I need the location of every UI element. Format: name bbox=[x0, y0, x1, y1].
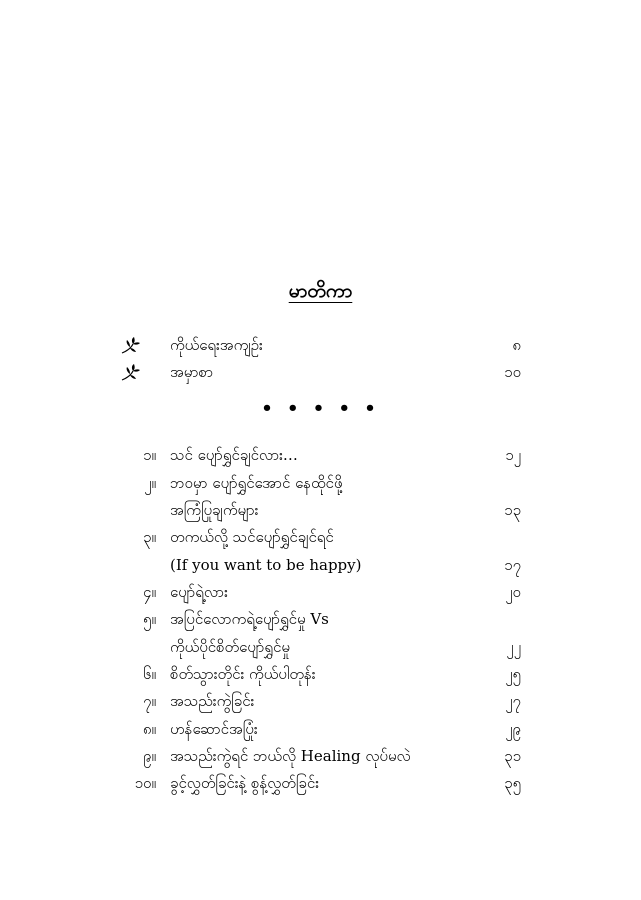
toc-row bbox=[0, 552, 641, 578]
entry-number: ၅။ bbox=[143, 610, 156, 628]
entry-label: (If you want to be happy) bbox=[170, 556, 362, 574]
preface-row bbox=[0, 332, 641, 358]
toc-row bbox=[0, 497, 641, 523]
page-number: ၁၇ bbox=[504, 556, 521, 574]
toc-row bbox=[0, 470, 641, 496]
entry-label: အကြံပြုချက်များ bbox=[170, 501, 259, 519]
entry-label: တကယ်လို့ သင်ပျော်ရွှင်ချင်ရင် bbox=[170, 528, 334, 546]
separator-dots: • • • • • bbox=[261, 398, 380, 419]
page-number: ၁၂ bbox=[505, 446, 521, 464]
page-number: ၂၂ bbox=[506, 638, 521, 656]
entry-label: အသည်းကွဲခြင်း bbox=[170, 692, 255, 710]
entry-label: ကိုယ်ပိုင်စိတ်ပျော်ရွှင်မှု bbox=[170, 638, 290, 656]
toc-row bbox=[0, 634, 641, 660]
preface-label: ကိုယ်ရေးအကျဉ်း bbox=[170, 336, 263, 354]
entry-number: ၆။ bbox=[143, 665, 156, 683]
preface-row bbox=[0, 359, 641, 385]
page-title: မာတိကာ bbox=[288, 280, 353, 302]
entry-label: ဟန်ဆောင်အပြုံး bbox=[170, 720, 258, 738]
toc-row bbox=[0, 661, 641, 687]
page-number: ၁၀ bbox=[504, 363, 521, 381]
entry-label: ပျော်ရဲ့လား bbox=[170, 583, 228, 601]
page-number: ၁၃ bbox=[504, 501, 521, 519]
page-number: ၃၅ bbox=[504, 774, 521, 792]
page-number: ၂၀ bbox=[505, 583, 521, 601]
entry-number: ၉။ bbox=[143, 747, 156, 765]
preface-label: အမှာစာ bbox=[170, 363, 214, 381]
entry-label: ခွင့်လွှတ်ခြင်းနဲ့ စွန့်လွှတ်ခြင်း bbox=[170, 774, 319, 792]
entry-label: ဘဝမှာ ပျော်ရွှင်အောင် နေထိုင်ဖို့ bbox=[170, 474, 343, 492]
entry-number: ၁၀။ bbox=[134, 774, 156, 792]
flower-icon bbox=[120, 364, 142, 382]
entry-label: သင် ပျော်ရွှင်ချင်လား… bbox=[170, 446, 298, 464]
flower-icon bbox=[120, 337, 142, 355]
toc-row bbox=[0, 743, 641, 769]
entry-number: ၈။ bbox=[142, 720, 156, 738]
entry-label: စိတ်သွားတိုင်း ကိုယ်ပါတုန်း bbox=[170, 665, 316, 683]
toc-row bbox=[0, 579, 641, 605]
toc-row bbox=[0, 716, 641, 742]
toc-row bbox=[0, 688, 641, 714]
toc-row bbox=[0, 606, 641, 632]
toc-row bbox=[0, 524, 641, 550]
page-number: ၂၇ bbox=[505, 692, 521, 710]
toc-row bbox=[0, 770, 641, 796]
entry-number: ၃။ bbox=[143, 528, 156, 546]
toc-row bbox=[0, 442, 641, 468]
page-number: ၃၁ bbox=[504, 747, 521, 765]
entry-number: ၁။ bbox=[143, 446, 156, 464]
page-number: ၈ bbox=[512, 336, 521, 354]
entry-label: အပြင်လောကရဲ့ပျော်ရွှင်မှု Vs bbox=[170, 610, 329, 628]
entry-number: ၇။ bbox=[143, 692, 156, 710]
page-number: ၂၉ bbox=[505, 720, 521, 738]
entry-number: ၂။ bbox=[144, 474, 156, 492]
entry-label: အသည်းကွဲရင် ဘယ်လို Healing လုပ်မလဲ bbox=[170, 747, 411, 765]
entry-number: ၄။ bbox=[143, 583, 156, 601]
page-number: ၂၅ bbox=[505, 665, 521, 683]
